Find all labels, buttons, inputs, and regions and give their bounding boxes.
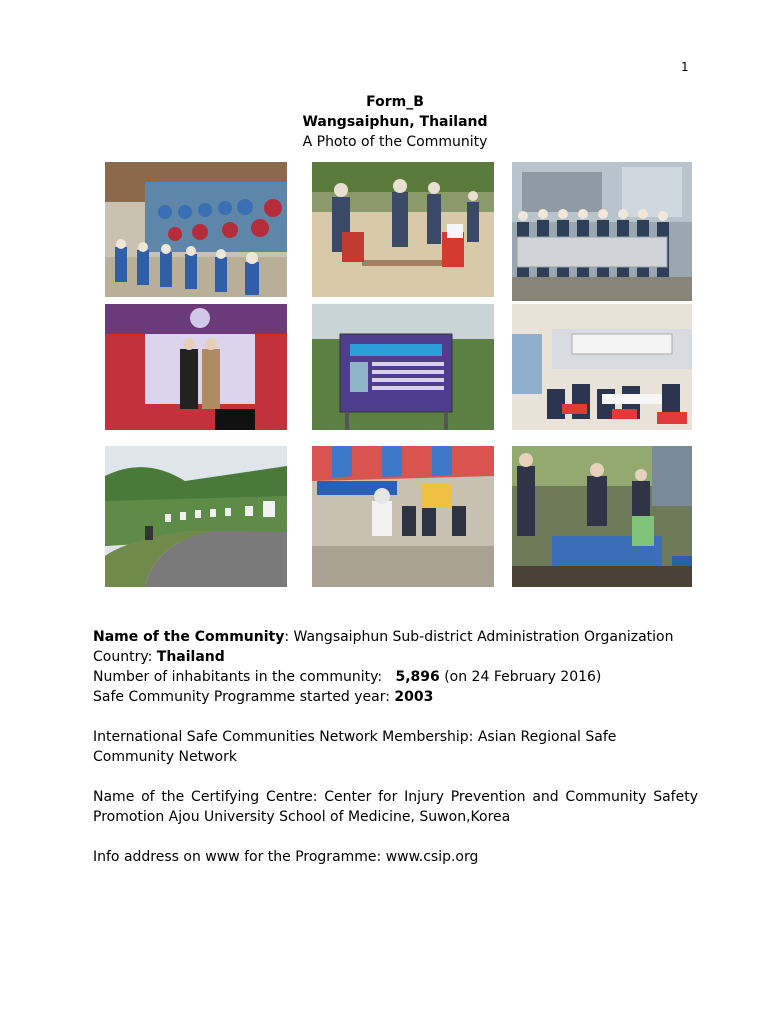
inhabitants-value: 5,896	[395, 669, 440, 685]
form-label: Form_B	[366, 94, 424, 110]
photo-community-gathering	[512, 446, 692, 587]
photo-road-chevrons	[105, 446, 287, 587]
photo-school-helmets	[105, 162, 287, 297]
started-year-line	[93, 687, 698, 707]
community-title: Wangsaiphun, Thailand	[302, 114, 488, 130]
country-line	[93, 647, 698, 667]
country-value: Thailand	[156, 649, 225, 665]
photo-group-sheet	[512, 162, 692, 301]
document-header	[0, 92, 770, 152]
inhabitants-date: (on 24 February 2016)	[439, 669, 602, 685]
photo-tent-checkpoint	[312, 446, 494, 587]
started-year-value: 2003	[394, 689, 434, 705]
community-info	[93, 627, 698, 867]
community-name-line	[93, 627, 698, 647]
certifying-centre: Name of the Certifying Centre: Center for Injury Prevention and Community Safety Promotion Ajou University School of Medicine, Suwon,Korea	[93, 789, 698, 825]
info-address: Info address on www for the Programme: www.csip.org	[93, 849, 479, 865]
started-year-label: Safe Community Programme started year:	[93, 689, 395, 705]
photo-signboard	[312, 304, 494, 430]
photo-award-ceremony	[105, 304, 287, 430]
community-name-label: Name of the Community	[93, 629, 285, 645]
network-membership: International Safe Communities Network Membership: Asian Regional Safe Community Network	[93, 729, 617, 765]
inhabitants-line	[93, 667, 698, 687]
inhabitants-label: Number of inhabitants in the community:	[93, 669, 383, 685]
country-label: Country:	[93, 649, 157, 665]
photo-subtitle: A Photo of the Community	[302, 134, 488, 150]
photo-meeting-room	[512, 304, 692, 430]
community-name-value: : Wangsaiphun Sub-district Administration Organization	[284, 629, 674, 645]
page-number: 1	[681, 60, 689, 74]
community-photo-grid	[105, 162, 692, 587]
photo-sand-playground	[312, 162, 494, 297]
